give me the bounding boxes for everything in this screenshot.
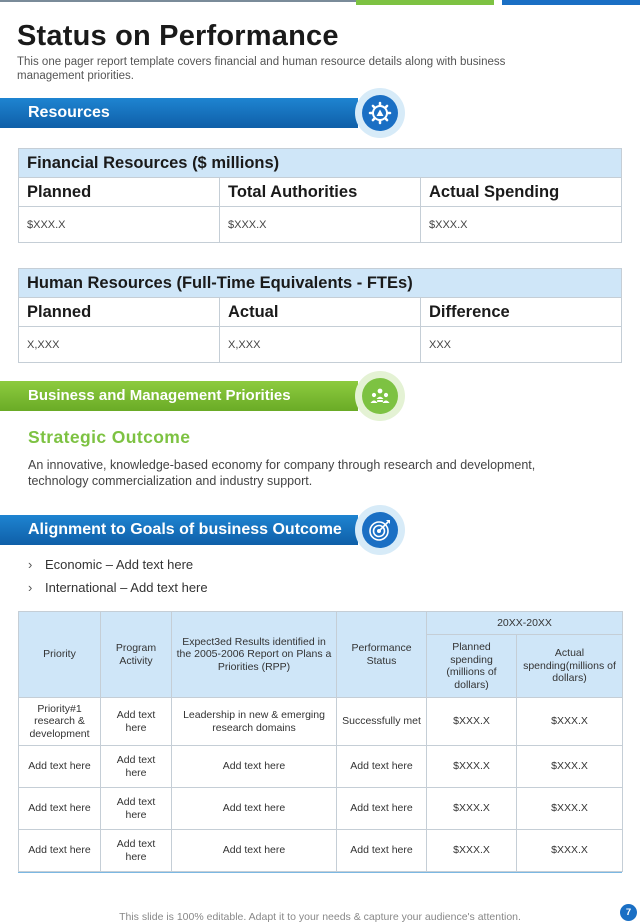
table-cell: Add text here xyxy=(172,788,337,830)
page-number-badge: 7 xyxy=(620,904,637,921)
financial-resources-table xyxy=(18,148,622,243)
table-cell: Add text here xyxy=(19,746,101,788)
table-row xyxy=(19,746,623,788)
section-business-label: Business and Management Priorities xyxy=(28,387,291,404)
table-row xyxy=(19,788,623,830)
table-cell: Add text here xyxy=(172,746,337,788)
table-cell: Add text here xyxy=(19,830,101,872)
table-cell: $XXX.X xyxy=(427,698,517,746)
human-col-difference: Difference xyxy=(421,298,622,327)
table-cell: Add text here xyxy=(101,746,172,788)
section-resources xyxy=(0,98,358,128)
human-col-planned: Planned xyxy=(19,298,220,327)
goals-col-expected-results: Expect3ed Results identified in the 2005-2006 Report on Plans a Priorities (RPP) xyxy=(172,612,337,698)
bullet-text: Economic – Add text here xyxy=(45,557,194,572)
goals-col-program-activity: Program Activity xyxy=(101,612,172,698)
business-icon-badge xyxy=(355,371,405,421)
goals-col-period: 20XX-20XX xyxy=(427,612,623,635)
human-col-actual: Actual xyxy=(220,298,421,327)
financial-value-total-authorities: $XXX.X xyxy=(220,207,421,243)
table-cell: Add text here xyxy=(101,698,172,746)
chevron-right-icon: › xyxy=(28,557,33,572)
table-cell: Add text here xyxy=(101,830,172,872)
strategic-outcome-text: An innovative, knowledge-based economy for company through research and development, technology commercialization and industry support. xyxy=(28,458,536,488)
table-cell: Priority#1 research & development xyxy=(19,698,101,746)
human-table-title: Human Resources (Full-Time Equivalents - FTEs) xyxy=(19,269,622,298)
section-alignment xyxy=(0,515,358,545)
financial-col-planned: Planned xyxy=(19,178,220,207)
goals-table xyxy=(18,611,623,872)
table-cell: $XXX.X xyxy=(517,746,623,788)
table-cell: Add text here xyxy=(337,746,427,788)
goals-col-priority: Priority xyxy=(19,612,101,698)
table-cell: Add text here xyxy=(337,788,427,830)
table-cell: Leadership in new & emerging research domains xyxy=(172,698,337,746)
table-cell: $XXX.X xyxy=(517,698,623,746)
financial-value-planned: $XXX.X xyxy=(19,207,220,243)
bullet-item-international xyxy=(28,580,208,595)
strategic-outcome-heading: Strategic Outcome xyxy=(28,427,191,447)
table-cell: Successfully met xyxy=(337,698,427,746)
table-cell: Add text here xyxy=(337,830,427,872)
human-value-actual: X,XXX xyxy=(220,327,421,363)
financial-col-actual-spending: Actual Spending xyxy=(421,178,622,207)
alignment-icon-badge xyxy=(355,505,405,555)
section-resources-label: Resources xyxy=(28,104,110,121)
human-value-planned: X,XXX xyxy=(19,327,220,363)
gear-warning-icon xyxy=(362,95,398,131)
bottom-divider xyxy=(18,872,622,873)
top-rule-grey xyxy=(0,0,356,2)
goals-col-actual-spending: Actual spending(millions of dollars) xyxy=(517,635,623,698)
footer-text: This slide is 100% editable. Adapt it to your needs & capture your audience's attention. xyxy=(119,911,521,923)
table-cell: $XXX.X xyxy=(427,746,517,788)
table-cell: $XXX.X xyxy=(427,788,517,830)
resources-icon-badge xyxy=(355,88,405,138)
table-cell: Add text here xyxy=(101,788,172,830)
table-row xyxy=(19,698,623,746)
team-meeting-icon xyxy=(362,378,398,414)
section-business-priorities xyxy=(0,381,358,411)
target-icon xyxy=(362,512,398,548)
human-value-difference: XXX xyxy=(421,327,622,363)
table-row xyxy=(19,830,623,872)
bullet-text: International – Add text here xyxy=(45,580,208,595)
goals-col-planned-spending: Planned spending (millions of dollars) xyxy=(427,635,517,698)
table-cell: Add text here xyxy=(172,830,337,872)
table-cell: Add text here xyxy=(19,788,101,830)
section-alignment-label: Alignment to Goals of business Outcome xyxy=(28,521,342,538)
page-title: Status on Performance xyxy=(17,20,339,52)
chevron-right-icon: › xyxy=(28,580,33,595)
goals-col-performance-status: Performance Status xyxy=(337,612,427,698)
table-cell: $XXX.X xyxy=(517,830,623,872)
top-rule-blue xyxy=(502,0,640,5)
financial-col-total-authorities: Total Authorities xyxy=(220,178,421,207)
financial-table-title: Financial Resources ($ millions) xyxy=(19,149,622,178)
table-cell: $XXX.X xyxy=(517,788,623,830)
financial-value-actual-spending: $XXX.X xyxy=(421,207,622,243)
page-subtitle: This one pager report template covers financial and human resource details along with business management priorities. xyxy=(17,56,506,82)
human-resources-table xyxy=(18,268,622,363)
bullet-item-economic xyxy=(28,557,193,572)
top-rule-green xyxy=(356,0,494,5)
table-cell: $XXX.X xyxy=(427,830,517,872)
